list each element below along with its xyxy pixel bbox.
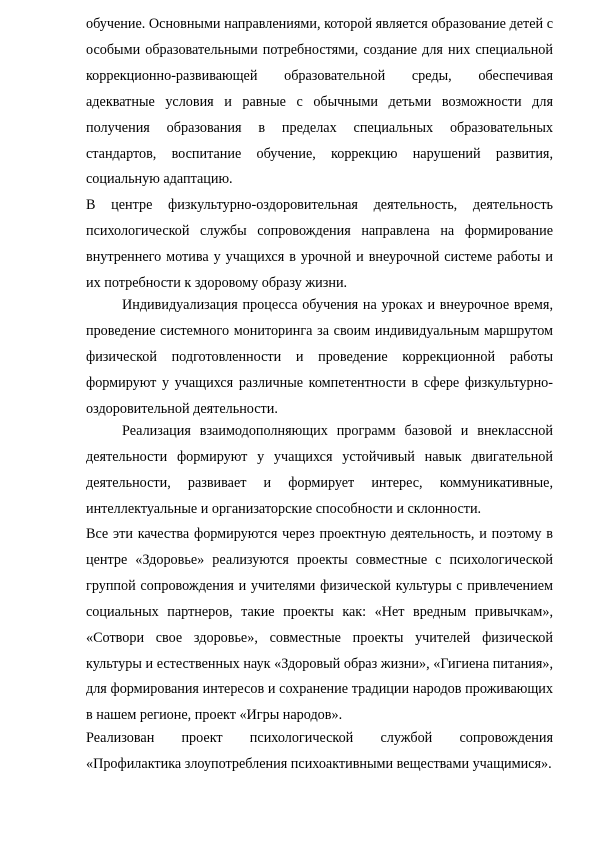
paragraph-programs: Реализация взаимодополняющих программ базовой и внеклассной деятельности формируют у учащихся устойчивый навык двигательной деятельности, развивает и формирует интерес, коммуникативные, интеллектуальные и организаторские способности и склонности.	[86, 423, 553, 517]
paragraph-center-activity: В центре физкультурно-оздоровительная деятельность, деятельность психологической службы сопровождения направлена на формирование внутреннего мотива у учащихся в урочной и внеурочной системе работы и их потребности к здоровому образу жизни.	[86, 197, 553, 291]
paragraph-special-education: обучение. Основными направлениями, которой является образование детей с особыми образовательными потребностями, создание для них специальной коррекционно-развивающей образовательной среды, обеспечивая адекватные условия и равные с обычными детьми возможности для получения образования в пределах специальных образовательных стандартов, воспитание обучение, коррекцию нарушений развития, социальную адаптацию.	[86, 16, 553, 188]
paragraph-projects: Все эти качества формируются через проектную деятельность, и поэтому в центре «Здоровье» реализуются проекты совместные с психологической группой сопровождения и учителями физической культуры с привлечением социальных партнеров, такие проекты как: «Нет вредным привычкам», «Сотвори свое здоровье», совместные проекты учителей физической культуры и естественных наук «Здоровый образ жизни», «Гигиена питания», для формирования интересов и сохранение традиции народов проживающих в нашем регионе, проект «Игры народов».	[86, 526, 553, 724]
paragraph-prevention-project: Реализован проект психологической службой сопровождения «Профилактика злоупотребления психоактивными веществами учащимися».	[86, 730, 553, 772]
paragraph-individualization: Индивидуализация процесса обучения на уроках и внеурочное время, проведение системного мониторинга за своим индивидуальным маршрутом физической подготовленности и проведение коррекционной работы формируют у учащихся различные компетентности в сфере физкультурно-оздоровительной деятельности.	[86, 297, 553, 417]
